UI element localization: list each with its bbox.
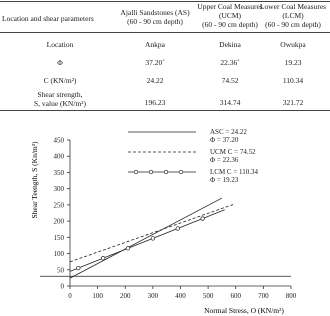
header-lcm-line2: (LCM): [282, 11, 304, 20]
legend-label-3: LCM C = 110.34: [210, 168, 259, 176]
y-axis-label: Shear Teength, S (Kn/m²): [30, 141, 39, 219]
plot-area: [40, 128, 297, 300]
y-tick-label: 200: [53, 217, 64, 226]
row-location-as: Ankpa: [145, 40, 165, 49]
header-lcm-line1: Lower Coal Measures: [259, 2, 327, 11]
row-location-ucm: Dekina: [219, 40, 241, 49]
y-tick-label: 250: [53, 201, 64, 210]
x-tick-label: 300: [147, 292, 159, 300]
y-tick-label: 350: [53, 168, 64, 177]
header-ucm-line3: (60 - 90 cm depth): [202, 20, 258, 29]
shear-strength-chart: [0, 118, 330, 316]
y-tick-label: 0: [60, 282, 64, 291]
legend-swatch-marker: [134, 170, 138, 174]
x-tick-label: 500: [202, 292, 214, 300]
x-tick-label: 0: [68, 292, 72, 300]
row-phi-label: Φ: [57, 58, 63, 67]
series-line-2: [70, 205, 233, 262]
header-param-label: Location and shear parameters: [2, 14, 94, 23]
legend-swatch-marker: [149, 170, 153, 174]
series-3-marker: [176, 227, 180, 231]
legend-label-2: UCM C = 74.52: [210, 148, 256, 156]
row-phi-as: 37.20˚: [145, 58, 165, 67]
x-tick-label: 800: [285, 292, 297, 300]
series-3-marker: [201, 217, 205, 221]
x-axis-label: Normal Stress, O (KN/m²): [204, 306, 284, 315]
legend-phi-2: Φ = 22.36: [210, 156, 239, 164]
x-tick-label: 200: [120, 292, 131, 300]
table-header-rule: [0, 32, 330, 33]
row-c-label: C (KN/m²): [43, 76, 77, 85]
row-phi-lcm: 19.23: [284, 58, 302, 67]
y-tick-label: 150: [53, 233, 64, 242]
legend-swatch-marker: [164, 170, 168, 174]
row-shear-label-line1: Shear strength,: [37, 90, 83, 99]
legend-swatch-marker: [179, 170, 183, 174]
row-shear-ucm: 314.74: [219, 98, 241, 107]
y-tick-label: 450: [53, 136, 64, 145]
y-tick-label: 100: [53, 250, 64, 259]
header-lcm-line3: (60 - 90 cm depth): [265, 20, 321, 29]
x-tick-label: 400: [175, 292, 186, 300]
row-location-lcm: Owukpa: [280, 40, 306, 49]
table-bottom-rule: [0, 110, 330, 111]
row-shear-lcm: 321.72: [282, 98, 304, 107]
row-c-ucm: 74.52: [221, 76, 239, 85]
series-line-1: [70, 198, 222, 278]
legend-label-1: ASC = 24.22: [210, 128, 247, 136]
y-tick-label: 300: [53, 185, 64, 194]
series-3-marker: [126, 246, 130, 250]
row-c-as: 24.22: [146, 76, 164, 85]
y-tick-label: 400: [53, 152, 64, 161]
row-shear-as: 196.23: [144, 98, 166, 107]
header-as-line2: (60 - 90 cm depth): [127, 17, 183, 26]
series-3-marker: [151, 237, 155, 241]
row-phi-ucm: 22.36˚: [220, 58, 240, 67]
y-tick-label: 50: [57, 266, 64, 275]
series-3-marker: [101, 256, 105, 260]
x-tick-label: 700: [258, 292, 269, 300]
x-tick-label: 100: [92, 292, 103, 300]
header-ucm-line1: Upper Coal Measures: [197, 2, 263, 11]
row-c-lcm: 110.34: [282, 76, 304, 85]
row-shear-label-line2: S, value (KN/m²): [33, 99, 87, 108]
row-location-label: Location: [46, 40, 74, 49]
header-as-line1: Ajalli Sandstones (AS): [120, 8, 190, 17]
series-3-marker: [76, 266, 80, 270]
header-ucm-line2: (UCM): [218, 11, 242, 20]
x-tick-label: 600: [230, 292, 241, 300]
legend-phi-1: Φ = 37.20: [210, 136, 239, 144]
legend-phi-3: Φ = 19.23: [210, 176, 239, 184]
